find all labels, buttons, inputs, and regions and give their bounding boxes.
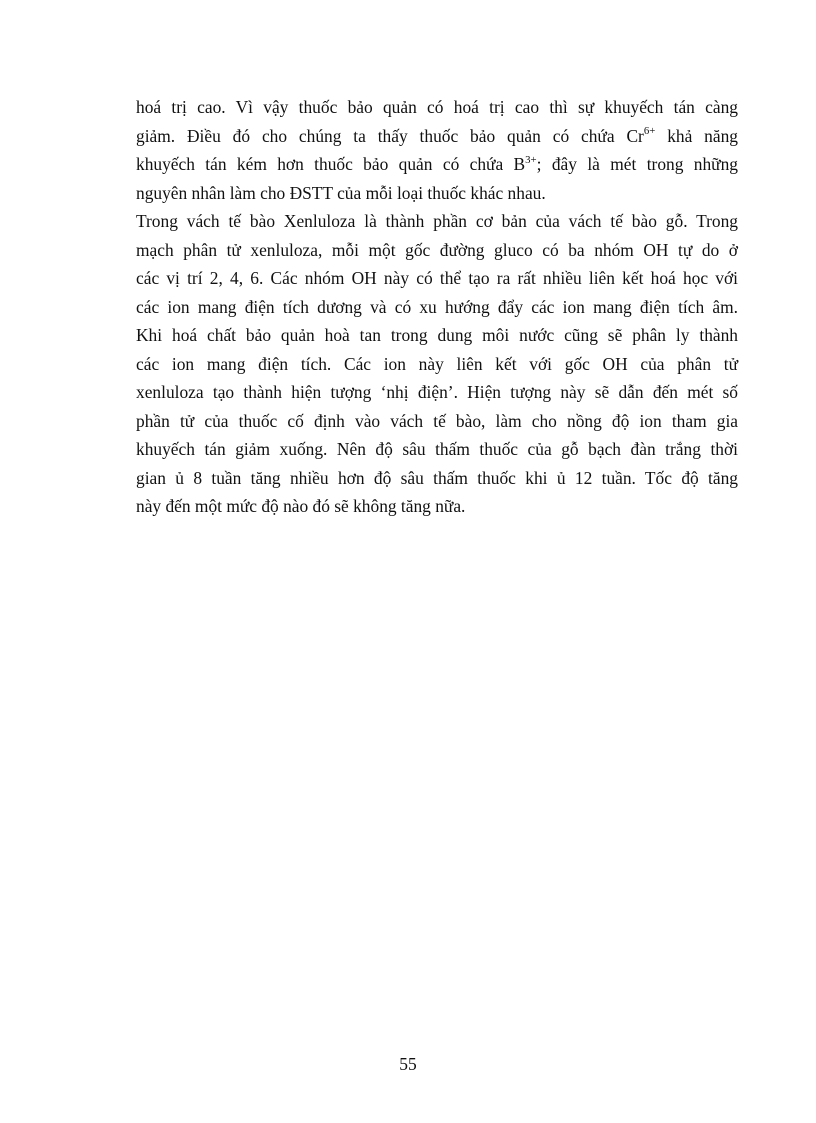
text-line: Trong vách tế bào Xenluloza là thành phần cơ bản của vách tế bào gỗ. Trong (136, 211, 738, 231)
text-fragment: khuyếch tán kém hơn thuốc bảo quản có chứa B (136, 154, 526, 174)
text-line: hoá trị cao. Vì vậy thuốc bảo quản có hoá trị cao thì sự khuyếch tán càng (136, 97, 738, 117)
superscript-charge: 3+ (525, 153, 537, 166)
text-line: phần tử của thuốc cố định vào vách tế bào, làm cho nồng độ ion tham gia (136, 410, 738, 431)
text-fragment: ; đây là mét trong những (536, 154, 738, 174)
text-line: này đến một mức độ nào đó sẽ không tăng nữa. (136, 496, 466, 516)
text-line: các vị trí 2, 4, 6. Các nhóm OH này có thể tạo ra rất nhiều liên kết hoá học với (136, 268, 738, 288)
text-line: gian ủ 8 tuần tăng nhiều hơn độ sâu thấm thuốc khi ủ 12 tuần. Tốc độ tăng (136, 467, 738, 488)
superscript-charge: 6+ (643, 125, 656, 138)
text-line: mạch phân tử xenluloza, mỗi một gốc đường gluco có ba nhóm OH tự do ở (136, 239, 738, 260)
page-number: 55 (399, 1054, 417, 1074)
text-fragment: giảm. Điều đó cho chúng ta thấy thuốc bảo quản có chứa Cr (136, 125, 644, 146)
text-fragment: khả năng (655, 125, 738, 146)
text-line: khuyếch tán giảm xuống. Nên độ sâu thấm thuốc của gỗ bạch đàn trắng thời (136, 439, 738, 459)
paragraph-1 (136, 93, 738, 207)
text-line: các ion mang điện tích. Các ion này liên kết với gốc OH của phân tử (136, 353, 738, 374)
text-line (136, 122, 738, 151)
text-line: nguyên nhân làm cho ĐSTT của mỗi loại thuốc khác nhau. (136, 182, 546, 203)
text-line: xenluloza tạo thành hiện tượng ‘nhị điện’. Hiện tượng này sẽ dẫn đến mét số (136, 382, 738, 402)
text-line (136, 150, 738, 179)
text-line: các ion mang điện tích dương và có xu hướng đẩy các ion mang điện tích âm. (136, 296, 738, 317)
body-text (136, 93, 738, 521)
paragraph-2 (136, 207, 738, 521)
text-line: Khi hoá chất bảo quản hoà tan trong dung môi nước cũng sẽ phân ly thành (136, 325, 738, 345)
